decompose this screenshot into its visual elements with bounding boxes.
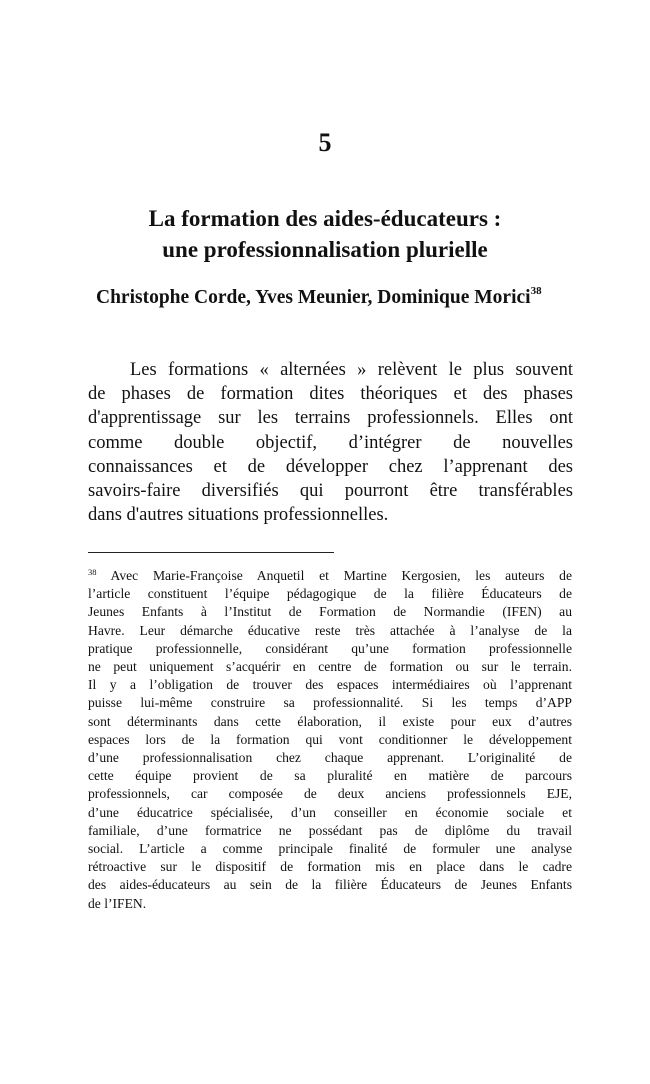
- paragraph-line: de phases de formation dites théoriques et des phases: [88, 384, 573, 405]
- footnote-line: des aides-éducateurs au sein de la filière Éducateurs de Jeunes Enfants: [88, 877, 572, 893]
- footnote-line-text: Avec Marie-Françoise Anquetil et Martine Kergosien, les auteurs de: [96, 568, 572, 583]
- footnote-line: d’une éducatrice spécialisée, d’un conseiller en économie sociale et: [88, 804, 572, 820]
- chapter-title: [0, 203, 650, 265]
- footnote-line: rétroactive sur le dispositif de formation mis en place dans le cadre: [88, 859, 572, 875]
- body-paragraph: [88, 358, 573, 527]
- footnote-line: pratique professionnelle, considérant qu’une formation professionnelle: [88, 640, 572, 656]
- paragraph-line: Les formations « alternées » relèvent le plus souvent: [130, 360, 573, 380]
- footnote-line: cette équipe provient de sa pluralité en matière de parcours: [88, 768, 572, 784]
- footnote-line: d’une professionnalisation chez chaque apprenant. L’originalité de: [88, 750, 572, 766]
- footnote-line: puisse lui-même construire sa professionnalité. Si les temps d’APP: [88, 695, 572, 711]
- footnote-line: de l’IFEN.: [88, 895, 147, 911]
- paragraph-line: comme double objectif, d’intégrer de nouvelles: [88, 432, 573, 453]
- footnote-line: [88, 567, 572, 585]
- footnote-line: professionnels, car composée de deux anciens professionnels EJE,: [88, 786, 572, 802]
- footnote-reference[interactable]: 38: [530, 285, 542, 297]
- footnote-line: sont déterminants dans cette élaboration, il existe pour eux d’autres: [88, 713, 572, 729]
- footnote-line: social. L’article a comme principale finalité de formuler une analyse: [88, 841, 572, 857]
- paragraph-line: d'apprentissage sur les terrains professionnels. Elles ont: [88, 408, 573, 429]
- chapter-title-line: une professionnalisation plurielle: [162, 237, 488, 262]
- paragraph-line: dans d'autres situations professionnelles.: [88, 505, 389, 526]
- paragraph-line: savoirs-faire diversifiés qui pourront être transférables: [88, 481, 573, 502]
- chapter-title-line: La formation des aides-éducateurs :: [148, 206, 502, 231]
- footnote-line: l’article constituent l’équipe pédagogique de la filière Éducateurs de: [88, 586, 572, 602]
- footnote-line: familiale, d’une formatrice ne possédant pas de diplôme du travail: [88, 822, 572, 838]
- authors-names: Christophe Corde, Yves Meunier, Dominique Morici: [96, 287, 531, 308]
- footnote: [88, 567, 572, 913]
- footnote-line: espaces lors de la formation qui vont conditionner le développement: [88, 731, 572, 747]
- footnote-marker: 38: [88, 567, 97, 577]
- footnote-separator: [88, 552, 334, 553]
- footnote-line: ne peut uniquement s’acquérir en centre de formation ou sur le terrain.: [88, 659, 572, 675]
- paragraph-line: connaissances et de développer chez l’apprenant des: [88, 456, 573, 477]
- chapter-number: 5: [318, 128, 332, 157]
- authors-line: [96, 284, 616, 312]
- footnote-line: Il y a l’obligation de trouver des espaces intermédiaires où l’apprenant: [88, 677, 572, 693]
- footnote-line: Jeunes Enfants à l’Institut de Formation de Normandie (IFEN) au: [88, 604, 572, 620]
- footnote-line: Havre. Leur démarche éducative reste très attachée à l’analyse de la: [88, 622, 572, 638]
